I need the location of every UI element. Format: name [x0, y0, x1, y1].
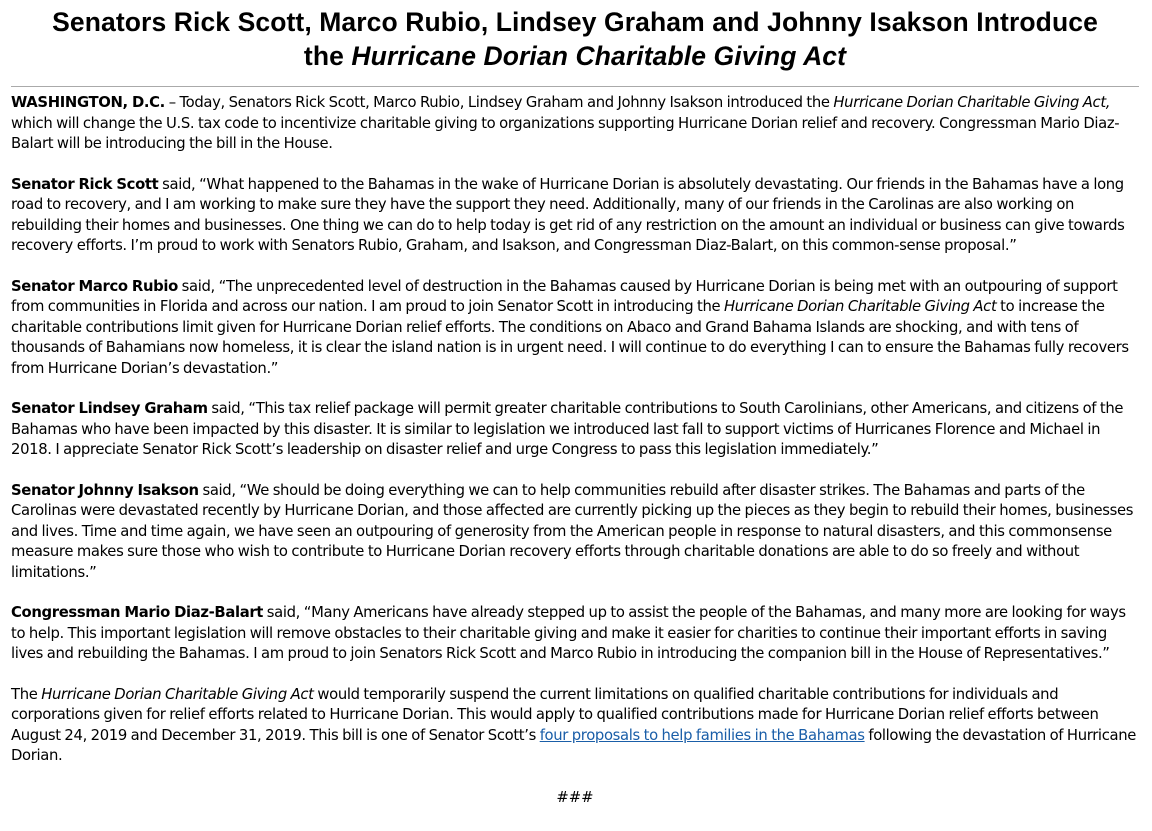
headline-bill-name: Hurricane Dorian Charitable Giving Act: [351, 41, 847, 71]
dateline: WASHINGTON, D.C.: [11, 94, 165, 111]
graham-speaker: Senator Lindsey Graham: [11, 400, 208, 417]
intro-text-2: which will change the U.S. tax code to incentivize charitable giving to organizations supporting Hurricane Dorian relief and recovery. Congressman Mario Diaz-Balart will be introducing the bill in the House.: [11, 114, 1120, 152]
closing-paragraph: [11, 685, 1139, 767]
isakson-quote: said, “We should be doing everything we can to help communities rebuild after disaster strikes. The Bahamas and parts of the Carolinas were devastated recently by Hurricane Dorian, and those affected are currently picking up the pieces as they begin to rebuild their homes, businesses and lives. Time and time again, we have seen an outpouring of generosity from the American people in response to natural disasters, and this commonsense measure makes sure those who wish to contribute to Hurricane Dorian recovery efforts through charitable donations are able to do so freely and without limitations.”: [11, 481, 1134, 581]
rubio-quote-paragraph: [11, 277, 1139, 380]
graham-quote: said, “This tax relief package will permit greater charitable contributions to South Carolinians, other Americans, and citizens of the Bahamas who have been impacted by this disaster. It is similar to legislation we introduced last fall to support victims of Hurricanes Florence and Michael in 2018. I appreciate Senator Rick Scott’s leadership on disaster relief and urge Congress to pass this legislation immediately.”: [11, 400, 1124, 458]
scott-quote-paragraph: [11, 175, 1139, 257]
rubio-quote-2: to increase the charitable contributions limit given for Hurricane Dorian relief efforts. The conditions on Abaco and Grand Bahama Islands are shocking, and with tens of thousands of Bahamians now homeless, it is clear the island nation is in urgent need. I will continue to do everything I can to ensure the Bahamas fully recovers from Hurricane Dorian’s devastation.”: [11, 298, 1129, 377]
rubio-quote-1: said, “The unprecedented level of destruction in the Bahamas caused by Hurricane Dorian is being met with an outpouring of support from communities in Florida and across our nation. I am proud to join Senator Scott in introducing the: [11, 277, 1118, 315]
rubio-speaker: Senator Marco Rubio: [11, 277, 178, 295]
diaz-balart-speaker: Congressman Mario Diaz-Balart: [11, 604, 264, 621]
closing-text-3: following the devastation of Hurricane Dorian.: [11, 726, 1136, 764]
diaz-balart-quote-paragraph: [11, 603, 1139, 665]
graham-quote-paragraph: [11, 399, 1139, 461]
end-mark: ###: [556, 788, 594, 806]
four-proposals-link[interactable]: four proposals to help families in the Bahamas: [539, 726, 865, 744]
isakson-speaker: Senator Johnny Isakson: [11, 481, 199, 499]
intro-bill-name: Hurricane Dorian Charitable Giving Act,: [833, 94, 1111, 111]
diaz-balart-quote: said, “Many Americans have already stepped up to assist the people of the Bahamas, and many more are looking for ways to help. This important legislation will remove obstacles to their charitable giving and make it easier for charities to continue their important efforts in saving lives and rebuilding the Bahamas. I am proud to join Senators Rick Scott and Marco Rubio in introducing the companion bill in the House of Representatives.”: [11, 604, 1126, 662]
intro-text-1: – Today, Senators Rick Scott, Marco Rubio, Lindsey Graham and Johnny Isakson introduced the: [164, 94, 834, 111]
headline: [11, 5, 1139, 73]
isakson-quote-paragraph: [11, 481, 1139, 584]
headline-line-2-prefix: the: [303, 41, 352, 71]
scott-speaker: Senator Rick Scott: [11, 175, 159, 193]
intro-paragraph: [11, 93, 1139, 155]
rubio-bill-name: Hurricane Dorian Charitable Giving Act: [724, 298, 997, 315]
closing-text-1: The: [11, 685, 42, 703]
headline-line-1: Senators Rick Scott, Marco Rubio, Lindsey Graham and Johnny Isakson Introduce: [52, 7, 1098, 37]
closing-text-2: would temporarily suspend the current limitations on qualified charitable contributions for individuals and corporations given for relief efforts related to Hurricane Dorian. This would apply to qualified contributions made for Hurricane Dorian relief efforts between August 24, 2019 and December 31, 2019. This bill is one of Senator Scott’s: [11, 685, 1099, 744]
closing-bill-name: Hurricane Dorian Charitable Giving Act: [41, 685, 314, 703]
divider: [11, 86, 1139, 87]
scott-quote: said, “What happened to the Bahamas in the wake of Hurricane Dorian is absolutely devastating. Our friends in the Bahamas have a long road to recovery, and I am working to make sure they have the support they need. Additionally, many of our friends in the Carolinas are also working on rebuilding their homes and businesses. One thing we can do to help today is get rid of any restriction on the amount an individual or business can give towards recovery efforts. I’m proud to work with Senators Rubio, Graham, and Isakson, and Congressman Diaz-Balart, on this common-sense proposal.”: [11, 175, 1125, 254]
